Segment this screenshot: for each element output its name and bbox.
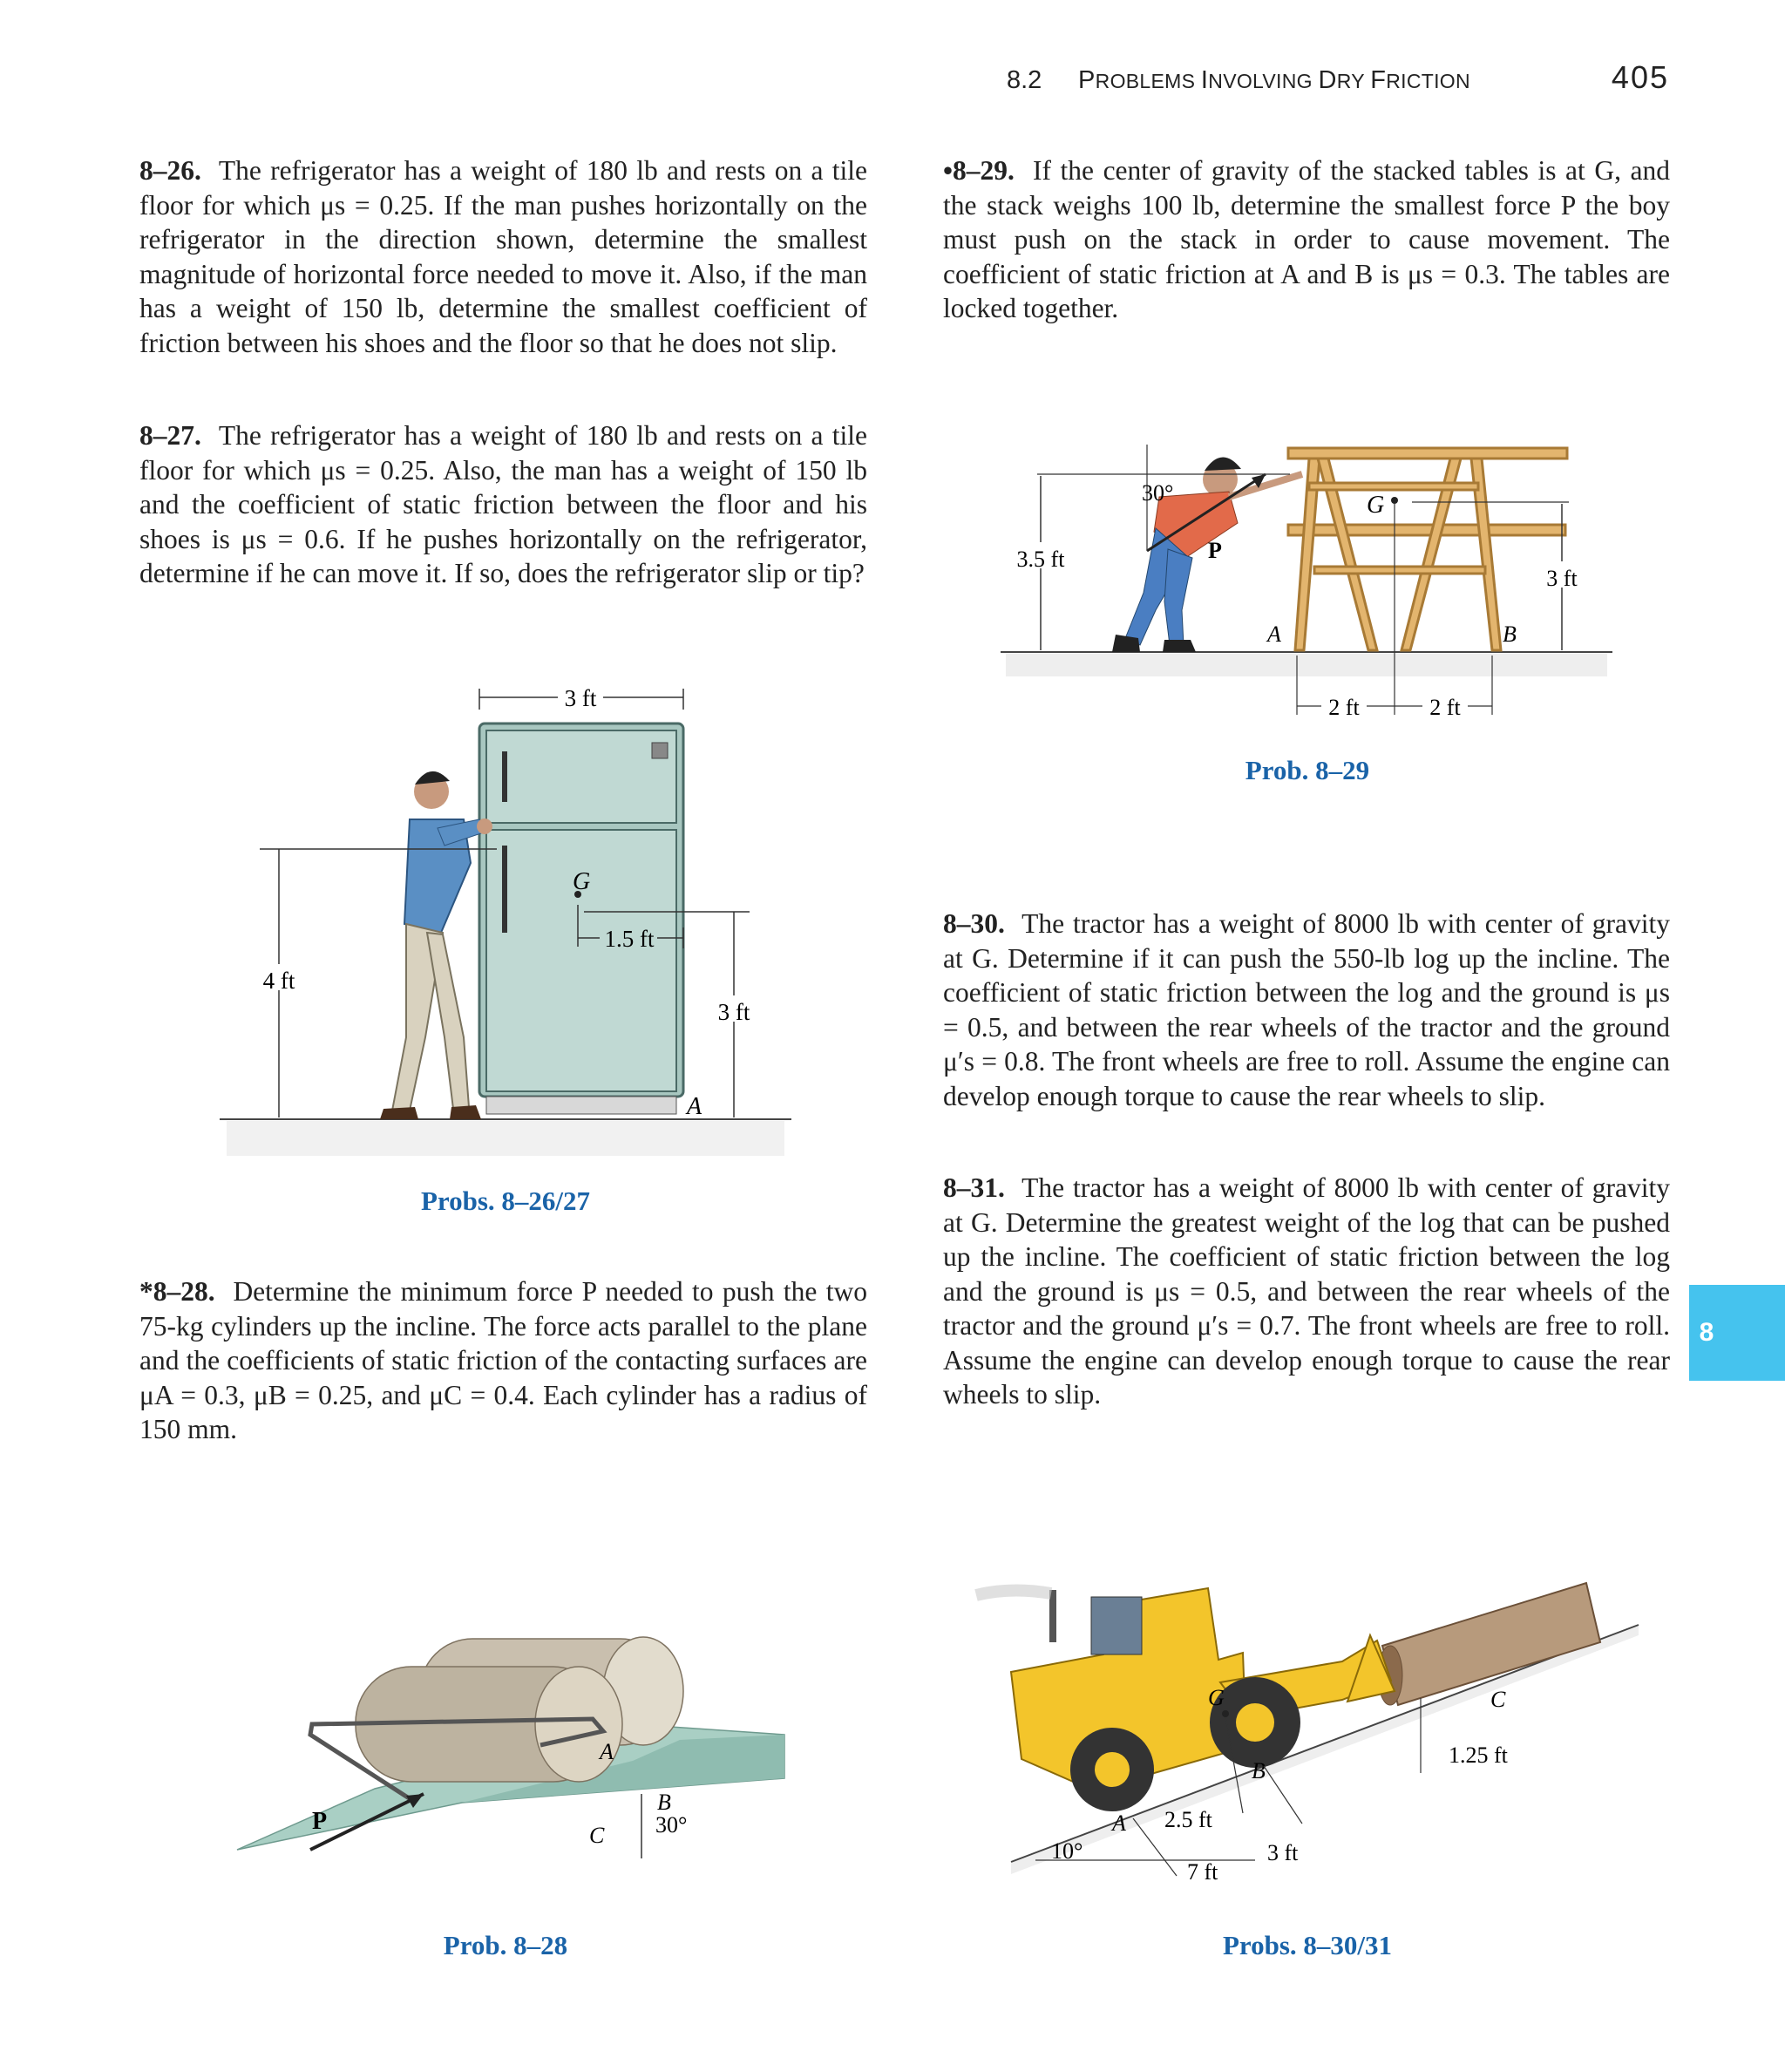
label-a: A xyxy=(1267,622,1281,647)
label-g: G xyxy=(1367,492,1385,519)
tables xyxy=(1288,448,1567,650)
problem-number: *8–28. xyxy=(139,1276,215,1307)
center-of-gravity-marker xyxy=(1222,1710,1229,1717)
label-b: B xyxy=(1503,622,1517,647)
problem-text: The refrigerator has a weight of 180 lb and rests on a tile floor for which μs = 0.25. If the man pushes horizontally on the refrigerator in the direction shown, determine the smallest magnitude of horizontal force needed to move it. Also, if the man has a weight of 150 lb, determine the smallest coefficient of friction between his shoes and the floor so that he does not slip. xyxy=(139,155,867,358)
label-g: G xyxy=(573,868,591,895)
dim-label-log: 1.25 ft xyxy=(1449,1743,1508,1768)
problem-8-31 xyxy=(943,1171,1670,1412)
dim-label-push-height: 4 ft xyxy=(262,968,295,994)
label-angle: 30° xyxy=(1142,480,1174,506)
dim-label-a-g: 2 ft xyxy=(1328,695,1360,715)
center-of-gravity-marker xyxy=(1391,497,1398,504)
dim-label-a-g: 7 ft xyxy=(1187,1859,1218,1885)
section-number: 8.2 xyxy=(1007,66,1042,94)
label-angle: 30° xyxy=(655,1812,688,1838)
label-p: P xyxy=(1208,538,1222,563)
label-a: A xyxy=(687,1093,702,1120)
dim-label-g-height: 3 ft xyxy=(717,999,750,1025)
problem-number: 8–27. xyxy=(139,420,201,451)
floor-shade xyxy=(227,1121,784,1156)
problem-number: •8–29. xyxy=(943,155,1015,186)
dim-label-g-b: 3 ft xyxy=(1267,1840,1299,1865)
label-p: P xyxy=(312,1808,328,1835)
problem-text: The tractor has a weight of 8000 lb with center of gravity at G. Determine the greatest weight of the log that can be pushed up the incline. The coefficient of static friction between the log and the ground is μs = 0.5, and between the rear wheels of the tractor and the ground μ′s = 0.7. The front wheels are free to roll. Assume the engine can develop enough torque to cause the rear wheels to slip. xyxy=(943,1172,1670,1410)
figure-stacked-tables xyxy=(994,427,1621,715)
dim-label-g-b: 2 ft xyxy=(1429,695,1461,715)
figure-refrigerator xyxy=(209,671,802,1159)
label-a: A xyxy=(1112,1810,1126,1836)
problem-8-29 xyxy=(943,153,1670,326)
figure-tractor-log xyxy=(959,1552,1656,1892)
label-b: B xyxy=(657,1790,671,1815)
dim-label-g-height: 2.5 ft xyxy=(1164,1807,1212,1832)
problem-number: 8–30. xyxy=(943,908,1005,939)
page-number: 405 xyxy=(1611,59,1669,95)
refrigerator xyxy=(479,724,683,1114)
label-c: C xyxy=(589,1823,605,1848)
floor-shade xyxy=(1006,654,1607,676)
chapter-tab: 8 xyxy=(1689,1285,1785,1381)
dim-label-width: 3 ft xyxy=(564,685,597,711)
dim-label-g-offset: 1.5 ft xyxy=(604,926,655,952)
figure-cylinders-incline xyxy=(227,1621,819,1883)
tractor xyxy=(976,1588,1395,1811)
dim-label-left: 3.5 ft xyxy=(1016,547,1065,572)
section-title: PROBLEMS INVOLVING DRY FRICTION xyxy=(1078,66,1470,94)
caption-probs-8-30-31: Probs. 8–30/31 xyxy=(1222,1930,1393,1960)
problem-text: The refrigerator has a weight of 180 lb and rests on a tile floor for which μs = 0.25. Also, the man has a weight of 150 lb and the coefficient of static friction between the floor and his shoes is μs = 0.6. If he pushes horizontally on the refrigerator, determine if he can move it. If so, does the refrigerator slip or tip? xyxy=(139,420,867,588)
problem-8-27 xyxy=(139,418,867,591)
running-header xyxy=(1007,58,1669,101)
problem-8-30 xyxy=(943,907,1670,1113)
problem-number: 8–26. xyxy=(139,155,201,186)
caption-probs-8-26-27: Probs. 8–26/27 xyxy=(420,1185,591,1216)
man-figure xyxy=(380,771,492,1119)
caption-prob-8-29: Prob. 8–29 xyxy=(1245,755,1370,785)
label-c: C xyxy=(1490,1687,1506,1712)
problem-text: The tractor has a weight of 8000 lb with center of gravity at G. Determine if it can push the 550-lb log up the incline. The coefficient of static friction between the log and the ground is μs = 0.5, and between the rear wheels of the tractor and the ground μ′s = 0.8. The front wheels are free to roll. Assume the engine can develop enough torque to cause the rear wheels to slip. xyxy=(943,908,1670,1111)
problem-text: Determine the minimum force P needed to push the two 75-kg cylinders up the incline. The force acts parallel to the plane and the coefficients of static friction of the contacting surfaces are μA = 0.3, μB = 0.25, and μC = 0.4. Each cylinder has a radius of 150 mm. xyxy=(139,1276,867,1444)
problem-text: If the center of gravity of the stacked tables is at G, and the stack weighs 100 lb, determine the smallest force P the boy must push on the stack in order to cause movement. The coefficient of static friction at A and B is μs = 0.3. The tables are locked together. xyxy=(943,155,1670,323)
dim-label-right: 3 ft xyxy=(1546,566,1578,591)
label-angle: 10° xyxy=(1051,1838,1083,1864)
problem-8-26 xyxy=(139,153,867,360)
problem-8-28 xyxy=(139,1274,867,1447)
label-g: G xyxy=(1208,1685,1225,1710)
caption-prob-8-28: Prob. 8–28 xyxy=(443,1930,568,1960)
label-b: B xyxy=(1252,1758,1266,1783)
problem-number: 8–31. xyxy=(943,1172,1005,1203)
label-a: A xyxy=(600,1739,614,1764)
